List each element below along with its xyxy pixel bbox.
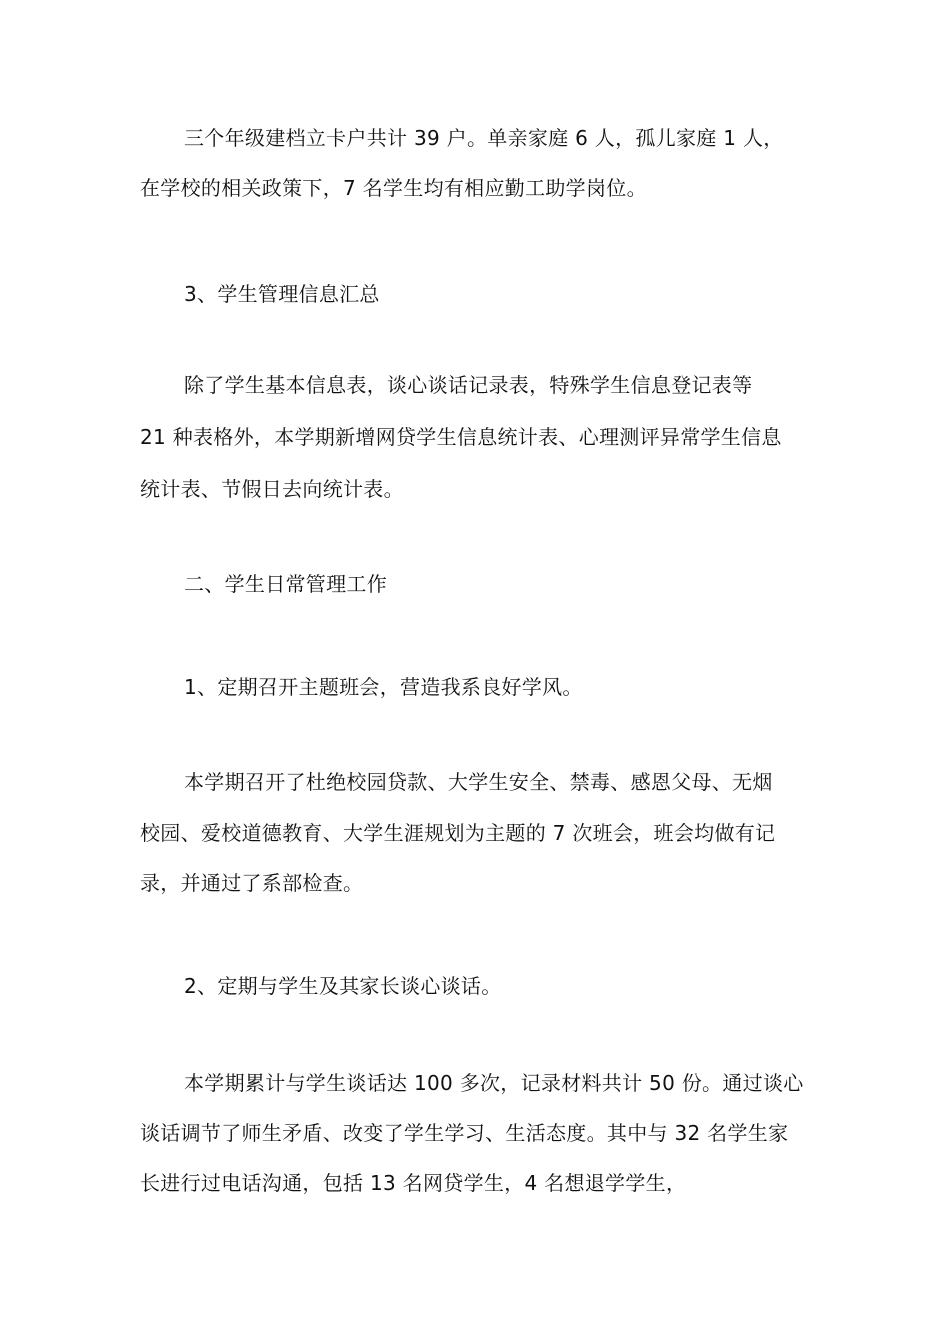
paragraph-line: 长进行过电话沟通，包括 13 名网贷学生，4 名想退学学生， — [140, 1171, 687, 1195]
paragraph-line: 录，并通过了系部检查。 — [140, 871, 364, 895]
paragraph-line: 除了学生基本信息表，谈心谈话记录表，特殊学生信息登记表等 — [184, 373, 753, 397]
paragraph-line: 统计表、节假日去向统计表。 — [140, 477, 404, 501]
section-heading: 二、学生日常管理工作 — [184, 572, 387, 596]
paragraph-line: 本学期召开了杜绝校园贷款、大学生安全、禁毒、感恩父母、无烟 — [184, 770, 773, 794]
section-heading: 3、学生管理信息汇总 — [184, 282, 380, 306]
paragraph-line: 校园、爱校道德教育、大学生涯规划为主题的 7 次班会，班会均做有记 — [140, 821, 776, 845]
paragraph-line: 三个年级建档立卡户共计 39 户。单亲家庭 6 人，孤儿家庭 1 人， — [184, 126, 784, 150]
paragraph-line: 本学期累计与学生谈话达 100 多次，记录材料共计 50 份。通过谈心 — [184, 1071, 804, 1095]
paragraph-line: 谈话调节了师生矛盾、改变了学生学习、生活态度。其中与 32 名学生家 — [140, 1121, 789, 1145]
paragraph-line: 21 种表格外，本学期新增网贷学生信息统计表、心理测评异常学生信息 — [140, 425, 782, 449]
paragraph-line: 在学校的相关政策下，7 名学生均有相应勤工助学岗位。 — [140, 176, 647, 200]
subsection-heading: 2、定期与学生及其家长谈心谈话。 — [184, 974, 502, 998]
subsection-heading: 1、定期召开主题班会，营造我系良好学风。 — [184, 675, 583, 699]
